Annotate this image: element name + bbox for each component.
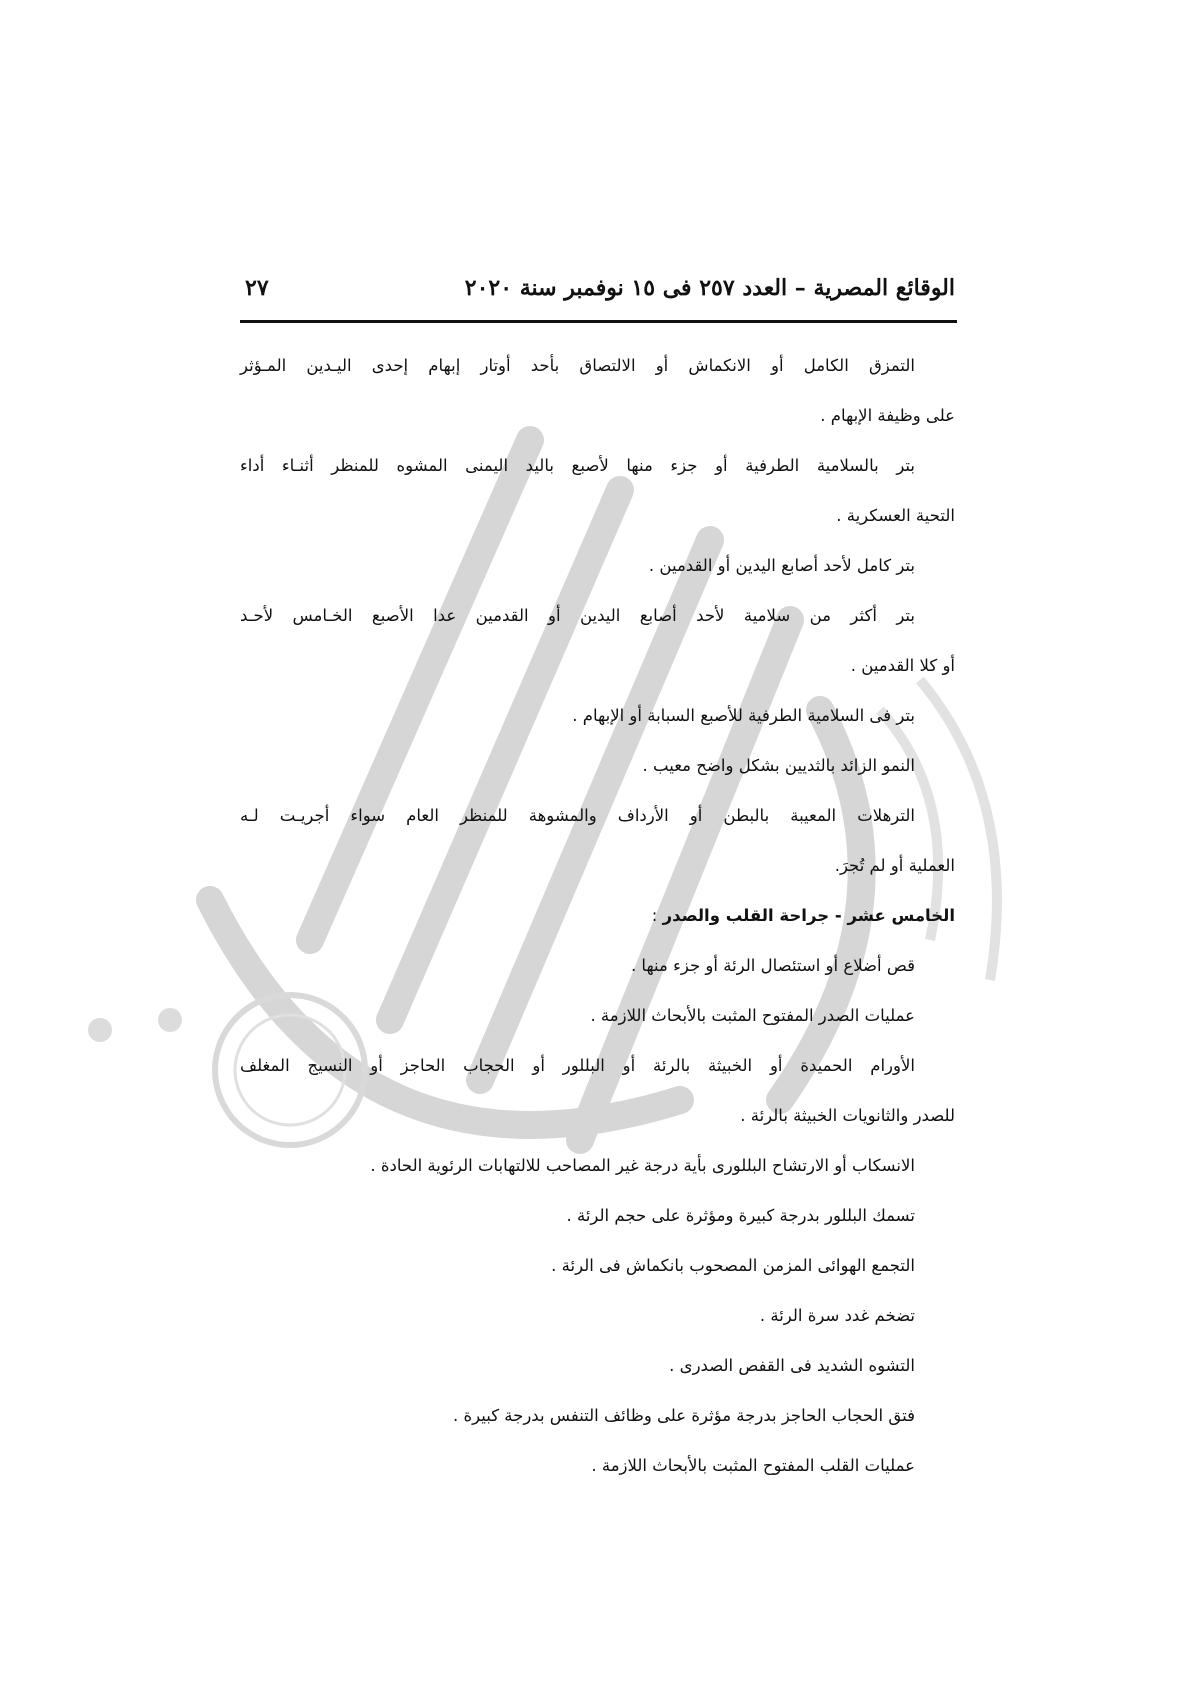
list-item: التشوه الشديد فى القفص الصدرى . bbox=[669, 1356, 915, 1375]
list-item: تضخم غدد سرة الرئة . bbox=[759, 1306, 915, 1325]
list-item: النمو الزائد بالثديين بشكل واضح معيب . bbox=[642, 756, 915, 775]
paragraph-line: بتر بالسلامية الطرفية أو جزء منها لأصبع باليد اليمنى المشوه للمنظر أثنـاء أداء bbox=[240, 456, 915, 475]
document-body bbox=[240, 353, 955, 1503]
list-item: عمليات القلب المفتوح المثبت بالأبحاث اللازمة . bbox=[591, 1456, 915, 1475]
paragraph bbox=[240, 1053, 955, 1128]
paragraph-line: الأورام الحميدة أو الخبيثة بالرئة أو البللور أو الحجاب الحاجز أو النسيج المغلف bbox=[240, 1056, 915, 1075]
paragraph bbox=[240, 453, 955, 528]
paragraph-continuation: العملية أو لم تُجرَ. bbox=[834, 856, 955, 875]
page-header bbox=[245, 275, 955, 315]
list-item: تسمك البللور بدرجة كبيرة ومؤثرة على حجم الرئة . bbox=[566, 1206, 915, 1225]
paragraph bbox=[240, 353, 955, 428]
page-number: ٢٧ bbox=[245, 275, 269, 301]
paragraph bbox=[240, 603, 955, 678]
list-item: فتق الحجاب الحاجز بدرجة مؤثرة على وظائف التنفس بدرجة كبيرة . bbox=[453, 1406, 915, 1425]
list-item: بتر فى السلامية الطرفية للأصبع السبابة أو الإبهام . bbox=[572, 706, 915, 725]
paragraph-line: بتر أكثر من سلامية لأحد أصابع اليدين أو القدمين عدا الأصبع الخـامس لأحـد bbox=[240, 606, 915, 625]
section-heading-colon: : bbox=[651, 906, 663, 925]
header-title: الوقائع المصرية – العدد ٢٥٧ فى ١٥ نوفمبر سنة ٢٠٢٠ bbox=[464, 275, 955, 301]
list-item: الانسكاب أو الارتشاح البللورى بأية درجة غير المصاحب للالتهابات الرئوية الحادة . bbox=[370, 1156, 915, 1175]
paragraph-continuation: للصدر والثانويات الخبيثة بالرئة . bbox=[740, 1106, 955, 1125]
paragraph-continuation: على وظيفة الإبهام . bbox=[820, 406, 955, 425]
list-item: عمليات الصدر المفتوح المثبت بالأبحاث اللازمة . bbox=[590, 1006, 915, 1025]
section-heading-text: الخامس عشر - جراحة القلب والصدر bbox=[662, 906, 955, 925]
paragraph-line: الترهلات المعيبة بالبطن أو الأرداف والمشوهة للمنظر العام سواء أجريـت لـه bbox=[240, 806, 915, 825]
list-item: التجمع الهوائى المزمن المصحوب بانكماش فى الرئة . bbox=[551, 1256, 915, 1275]
paragraph-line: التمزق الكامل أو الانكماش أو الالتصاق بأحد أوتار إبهام إحدى اليـدين المـؤثر bbox=[240, 356, 915, 375]
section-heading bbox=[240, 903, 955, 928]
paragraph-continuation: أو كلا القدمين . bbox=[850, 656, 955, 675]
header-divider bbox=[240, 320, 957, 323]
paragraph-continuation: التحية العسكرية . bbox=[836, 506, 955, 525]
list-item: قص أضلاع أو استئصال الرئة أو جزء منها . bbox=[630, 956, 915, 975]
list-item: بتر كامل لأحد أصابع اليدين أو القدمين . bbox=[648, 556, 915, 575]
paragraph bbox=[240, 803, 955, 878]
